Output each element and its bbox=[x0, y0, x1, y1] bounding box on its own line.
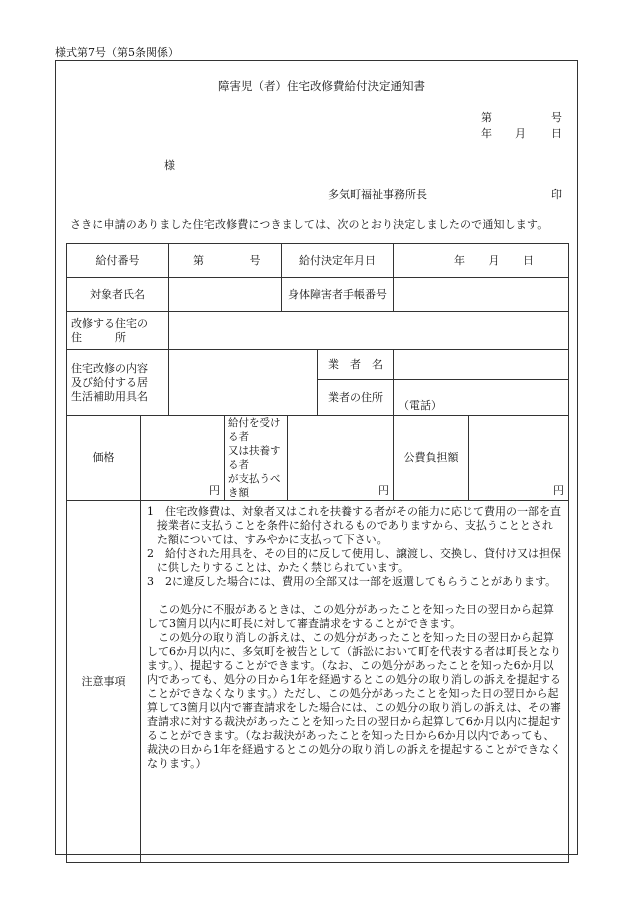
price-label: 価格 bbox=[67, 416, 141, 501]
intro-text: さきに申請のありました住宅改修費につきましては、次のとおり決定しましたので通知します。 bbox=[70, 218, 549, 231]
person-name-label: 対象者氏名 bbox=[67, 278, 169, 312]
decision-date-day: 日 bbox=[523, 253, 535, 267]
note-item-1: 1 住宅改修費は、対象者又はこれを扶養する者がその能力に応じて費用の一部を直接業者に支払うことを条件に給付されるものでありますから、支払うこととされた額については、すみやかに支払って下さい。 bbox=[147, 505, 561, 546]
handbook-no-field[interactable] bbox=[394, 278, 569, 312]
renovation-content-label-3: 生活補助用具名 bbox=[71, 389, 148, 403]
renovation-content-label-2: 及び給付する居 bbox=[71, 375, 148, 389]
benefit-no-suffix: 号 bbox=[249, 253, 261, 267]
renovation-content-field[interactable] bbox=[169, 350, 318, 416]
vendor-address-field[interactable] bbox=[394, 380, 569, 416]
payable-amount-label-2: 又は扶養する者 bbox=[228, 445, 281, 471]
benefit-table bbox=[66, 243, 569, 863]
decision-date-field[interactable] bbox=[394, 244, 569, 278]
house-address-label-1: 改修する住宅の bbox=[71, 316, 148, 330]
doc-number-suffix: 号 bbox=[551, 111, 562, 124]
decision-date-label: 給付決定年月日 bbox=[282, 244, 394, 278]
payable-yen: 円 bbox=[378, 484, 390, 497]
doc-date-day: 日 bbox=[551, 127, 562, 140]
doc-date-year: 年 bbox=[481, 127, 492, 140]
decision-date-month: 月 bbox=[488, 253, 500, 267]
document-title: 障害児（者）住宅改修費給付決定通知書 bbox=[218, 79, 425, 93]
handbook-no-label: 身体障害者手帳番号 bbox=[282, 278, 394, 312]
house-address-label bbox=[67, 312, 169, 350]
person-name-field[interactable] bbox=[169, 278, 282, 312]
payable-amount-field[interactable] bbox=[288, 416, 394, 501]
public-burden-yen: 円 bbox=[553, 484, 565, 497]
benefit-no-prefix: 第 bbox=[193, 253, 204, 267]
phone-label: （電話） bbox=[398, 399, 443, 412]
appeal-lawsuit-text: この処分の取り消しの訴えは、この処分があったことを知った日の翌日から起算して6か月以内に、多気町を被告として（訴訟において町を代表する者は町長となります。）、提起することができます。（なお、この処分があったことを知った6か月以内であっても、処分の日から1年を経過するとこの処分の取り消しの訴えを提起することができなくなります。）ただし、この処分があったことを知った日の翌日から起算して3箇月以内で審査請求をした場合には、この処分の取り消しの訴えは、その審査請求に対する裁決があったことを知った日の翌日から起算して6か月以内に提起することができます。（なお裁決があったことを知った日から6か月以内であっても、裁決の日から1年を経過するとこの処分の取り消しの訴えを提起することができなくなります。） bbox=[147, 631, 561, 770]
addressee-suffix: 様 bbox=[164, 159, 175, 172]
house-address-label-2: 住 所 bbox=[71, 330, 126, 344]
benefit-no-label: 給付番号 bbox=[67, 244, 169, 278]
payable-amount-label-3: が支払うべき額 bbox=[228, 473, 281, 499]
benefit-no-field[interactable] bbox=[169, 244, 282, 278]
renovation-content-label bbox=[67, 350, 169, 416]
issuer-name: 多気町福祉事務所長 bbox=[328, 188, 427, 201]
vendor-name-label: 業 者 名 bbox=[318, 350, 394, 380]
payable-amount-label-1: 給付を受ける者 bbox=[228, 417, 281, 443]
notes-label: 注意事項 bbox=[67, 501, 141, 863]
doc-date-month: 月 bbox=[515, 127, 526, 140]
note-item-3: 3 2に違反した場合には、費用の全部又は一部を返還してもらうことがあります。 bbox=[147, 575, 557, 588]
house-address-field[interactable] bbox=[169, 312, 569, 350]
note-item-2: 2 給付された用具を、その目的に反して使用し、譲渡し、交換し、貸付け又は担保に供したりすることは、かたく禁じられています。 bbox=[147, 547, 561, 574]
renovation-content-label-1: 住宅改修の内容 bbox=[71, 361, 148, 375]
notes-spacer bbox=[147, 589, 562, 603]
public-burden-field[interactable] bbox=[469, 416, 569, 501]
vendor-name-field[interactable] bbox=[394, 350, 569, 380]
public-burden-label: 公費負担額 bbox=[394, 416, 469, 501]
price-field[interactable] bbox=[141, 416, 225, 501]
price-yen: 円 bbox=[209, 484, 220, 497]
payable-amount-label bbox=[225, 416, 288, 501]
decision-date-year: 年 bbox=[454, 253, 466, 267]
notes-body bbox=[141, 501, 569, 863]
doc-number-prefix: 第 bbox=[481, 111, 492, 124]
seal-mark: 印 bbox=[551, 188, 562, 201]
vendor-address-label: 業者の住所 bbox=[318, 380, 394, 416]
appeal-review-text: この処分に不服があるときは、この処分があったことを知った日の翌日から起算して3箇月以内に町長に対して審査請求をすることができます。 bbox=[147, 603, 554, 630]
form-number: 様式第7号（第5条関係） bbox=[55, 46, 179, 59]
